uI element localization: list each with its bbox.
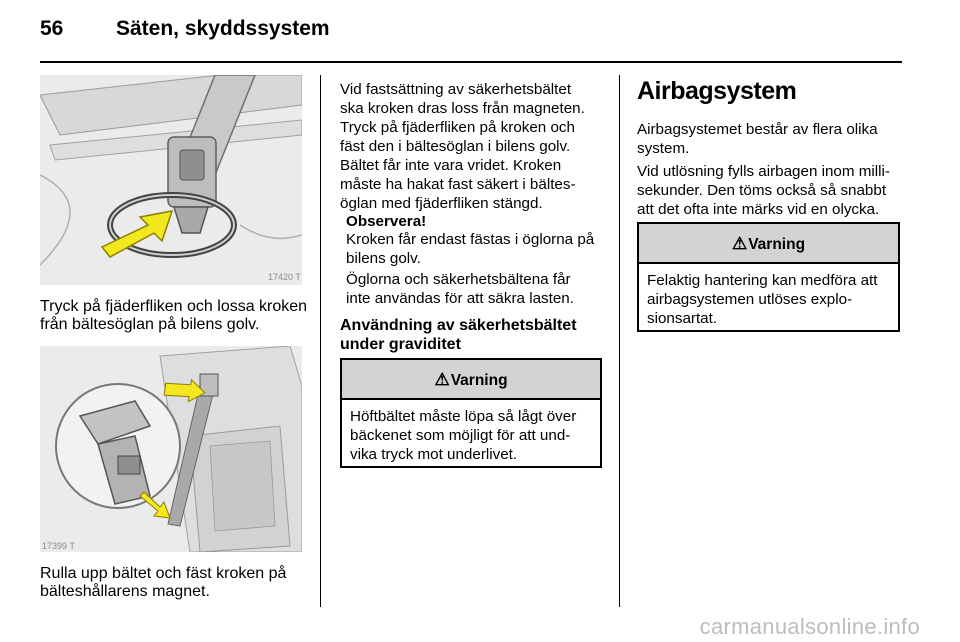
- warning-title: Varning: [450, 372, 508, 389]
- warning-title: Varning: [748, 236, 806, 253]
- watermark: carmanualsonline.info: [699, 614, 920, 639]
- figure-caption: Rulla upp bältet och fäst kroken på bälteshållarens magnet.: [40, 565, 287, 600]
- body-paragraph: Airbagsystemet består av flera olika system.: [637, 121, 878, 157]
- warning-triangle-icon: ⚠: [731, 234, 748, 253]
- section-subheading: Användning av säkerhetsbältet under graviditet: [340, 317, 577, 353]
- figure-code: 17420 T: [268, 272, 301, 282]
- warning-triangle-icon: ⚠: [434, 370, 450, 389]
- seat-belt-magnet-illustration: [40, 346, 302, 552]
- warning-text: Höftbältet måste löpa så lågt över bäckenet som möjligt för att und- vika tryck mot underlivet.: [350, 408, 577, 463]
- note-title: Observera!: [346, 213, 427, 230]
- figure-code: 17399 T: [42, 541, 75, 551]
- warning-box: [637, 222, 900, 332]
- warning-box: [340, 358, 602, 468]
- warning-header: [639, 224, 898, 264]
- column-divider: [619, 75, 620, 607]
- body-paragraph: Vid fastsättning av säkerhetsbältet ska kroken dras loss från magneten. Tryck på fjäderfliken på kroken och fäst den i bältesöglan i bilens golv. Bältet får inte vara vridet. Kroken måste ha hakat fast säkert i bältes- öglan med fjäderfliken stängd.: [340, 81, 585, 212]
- column-divider: [320, 75, 321, 607]
- body-paragraph: Vid utlösning fylls airbagen inom milli- sekunder. Den töms också så snabbt att det ofta inte märks vid en olycka.: [637, 163, 890, 218]
- section-heading: Airbagsystem: [637, 77, 797, 105]
- note-text: Kroken får endast fästas i öglorna på bilens golv.: [346, 231, 595, 267]
- seat-belt-hook-illustration: [40, 75, 302, 285]
- note-text: Öglorna och säkerhetsbältena får inte användas för att säkra lasten.: [346, 271, 574, 307]
- warning-text: Felaktig hantering kan medföra att airbagsystemen utlöses explo- sionsartat.: [647, 272, 878, 327]
- page-number: 56: [40, 17, 64, 40]
- header-rule: [40, 61, 902, 63]
- warning-header: [342, 360, 600, 400]
- figure-caption: Tryck på fjäderfliken och lossa kroken från bältesöglan på bilens golv.: [40, 298, 308, 333]
- page-title: Säten, skyddssystem: [116, 17, 330, 40]
